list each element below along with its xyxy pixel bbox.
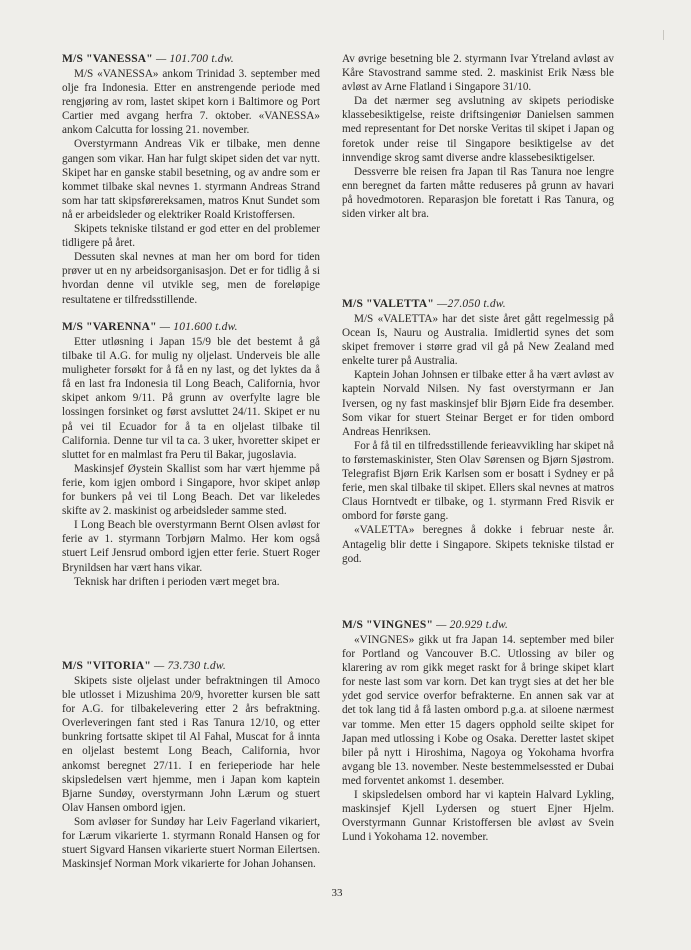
paragraph: Etter utløsning i Japan 15/9 ble det bestemt å gå tilbake til A.G. for mulig ny oljelast. Underveis ble alle muligheter forsøkt for å få en ny last, og det lyktes da å få en last fra Indonesia til Long Beach, California, hvor skipet ankom 9/11. På grunn av overfylte lagre ble lossingen forsinket og først avsluttet 24/11. Skipet er nu på vei til Ecuador for å ta en oljelast tilbake til California. Denne tur vil ta ca. 3 uker, hvoretter skipet er sluttet for en malmlast fra Peru til Bakar, jugoslavia. — [62, 336, 320, 461]
paragraph: M/S «VALETTA» har det siste året gått regelmessig på Ocean Is, Nauru og Australia. Imidlertid synes det som skipet fremover i større grad vil gå på New Zealand med enkelte turer på Australia. — [342, 313, 614, 368]
paragraph: Skipets tekniske tilstand er god etter en del problemer tidligere på året. — [62, 223, 320, 250]
section-heading: M/S "VALETTA" —27.050 t.dw. — [342, 298, 506, 310]
section-valetta — [342, 297, 614, 566]
section-vitoria — [62, 659, 320, 871]
section-vingnes — [342, 618, 614, 844]
paragraph: Som avløser for Sundøy har Leiv Fagerland vikariert, for Lærum vikarierte 1. styrmann Ronald Hansen og for stuert Sigvard Hansen vikarierte stuert Norman Eilertsen. Maskinsjef Norman Mork vikarierte for Johan Johansen. — [62, 815, 320, 871]
paragraph: For å få til en tilfredsstillende ferieavvikling har skipet nå to førstemaskinister, Sten Olav Sørensen og Bjørn Sjøstrom. Telegrafist Bjørn Erik Karlsen som er bosatt i Sydney er på ferie, men skal tilbake til skipet. Ellers skal nevnes at matros Claus Horntvedt er tilbake, og 1. styrmann Fred Risvik er ombord for første gang. — [342, 439, 614, 523]
section-heading: M/S "VITORIA" — 73.730 t.dw. — [62, 660, 226, 672]
section-vanessa — [62, 52, 320, 307]
page-edge-mark — [663, 30, 670, 40]
section-varenna — [62, 320, 320, 589]
paragraph: Skipets siste oljelast under befraktningen til Amoco ble utlosset i Mizushima 20/9, hvoretter kursen ble satt for A.G. for tilbakelevering etter 2 års befraktning. Overleveringen fant sted i Ras Tanura 12/10, og etter bunkring fortsatte skipet til Al Fahal, Muscat for å innta en oljelast bestemt Long Beach, California, hvor ankomst beregnet 27/11. I en ferieperiode har hele skipsledelsen vært hjemme, men i Japan kom kaptein Bjarne Sundøy, overstyrmann John Lærum og stuert Olav Hansen ombord igjen. — [62, 675, 320, 814]
section-heading: M/S "VINGNES" — 20.929 t.dw. — [342, 619, 509, 631]
paragraph: Maskinsjef Øystein Skallist som har vært hjemme på ferie, kom igjen ombord i Singapore, hvor skipet anløp for bunkers på vei til Long Beach. Det var likeledes skifte av 2. maskinist og arbeidsleder samme sted. — [62, 462, 320, 518]
section-heading: M/S "VANESSA" — 101.700 t.dw. — [62, 53, 234, 65]
section-vitoria-continued — [342, 52, 614, 221]
paragraph: Overstyrmann Andreas Vik er tilbake, men denne gangen som vikar. Han har fulgt skipet siden det var nytt. Skipet har en ganske stabil besetning, og av andre som er kommet tilbake skal nevnes 1. styrmann Andreas Strand som har tatt skipsførereksamen, matros Knut Sundet som nå er arbeidsleder og elektriker Roald Kristoffersen. — [62, 138, 320, 221]
paragraph: Av øvrige besetning ble 2. styrmann Ivar Ytreland avløst av Kåre Stavostrand samme sted. 2. maskinist Erik Næss ble avløst av Arne Flatland i Singapore 31/10. — [342, 53, 614, 94]
paragraph: Kaptein Johan Johnsen er tilbake etter å ha vært avløst av kaptein Norvald Nilsen. Ny fast overstyrmann er Jan Iversen, og ny fast maskinsjef blir Bjørn Eide fra desember. Som vikar for stuert Steinar Berget er for tiden ombord Andreas Henriksen. — [342, 369, 614, 438]
section-heading: M/S "VARENNA" — 101.600 t.dw. — [62, 321, 238, 333]
paragraph: Teknisk har driften i perioden vært meget bra. — [74, 575, 280, 588]
paragraph: M/S «VANESSA» ankom Trinidad 3. september med olje fra Indonesia. Etter en anstrengende periode med rengjøring av rom, lastet skipet korn i Baltimore og Port Cartier med avgang herfra 7. oktober. «VANESSA» ankom Calcutta for lossing 21. november. — [62, 68, 320, 137]
paragraph: «VALETTA» beregnes å dokke i februar neste år. Antagelig blir dette i Singapore. Skipets tekniske tilstad er god. — [342, 524, 614, 565]
paragraph: «VINGNES» gikk ut fra Japan 14. september med biler for Portland og Vancouver B.C. Utlossing av biler og klarering av rom gikk meget raskt for å bringe skipet klart for neste last som var korn. Det kan trygt sies at det her ble ydet god service overfor befrakterne. En annen sak var at det tok lang tid å få lasten ombord p.g.a. at siloene nærmest var tomme. Men etter 15 dagers opphold seilte skipet for Japan med utlossing i Kobe og Osaka. Deretter lastet skipet biler på nytt i Hiroshima, Nagoya og Yokohama hvorfra avgang ble 13. november. Neste bestemmelsessted er Dubai med forventet ankomst 1. desember. — [342, 634, 614, 787]
paragraph: I Long Beach ble overstyrmann Bernt Olsen avløst for ferie av 1. styrmann Torbjørn Malmo. Her kom også stuert Leif Jensrud ombord igjen etter ferie. Stuert Roger Brynildsen har vært hans vikar. — [62, 519, 320, 574]
page-number: 33 — [331, 887, 343, 899]
paragraph: Dessverre ble reisen fra Japan til Ras Tanura noe lengre enn beregnet da farten måtte reduseres på grunn av havari på hovedmotoren. Reparasjon ble foretatt i Ras Tanura, og siden virker alt bra. — [342, 165, 614, 221]
paragraph: I skipsledelsen ombord har vi kaptein Halvard Lykling, maskinsjef Kjell Lydersen og stuert Ejner Hjelm. Overstyrmann Gunnar Kristoffersen ble avløst av Svein Lund i Yokohama 12. november. — [342, 789, 614, 844]
paragraph: Da det nærmer seg avslutning av skipets periodiske klassebesiktigelse, reiste driftsingeniør Danielsen sammen med representant for Det norske Veritas til skipet i Japan og foretok under reise til Singapore besiktigelse av det innvendige skrog samt diverse andre klassebesiktigelser. — [342, 95, 614, 164]
paragraph: Dessuten skal nevnes at man her om bord for tiden prøver ut en ny arbeidsorganisasjon. Det er for tidlig å si hvordan denne vil utvikle seg, men de foreløpige resultatene er tilfredsstillende. — [62, 251, 320, 306]
